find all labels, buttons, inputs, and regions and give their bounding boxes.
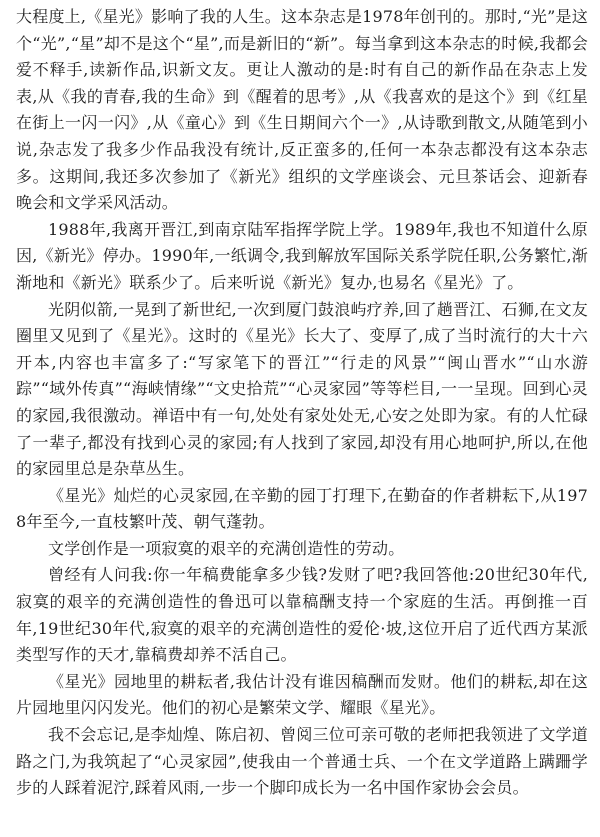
paragraph-6: 曾经有人问我:你一年稿费能拿多少钱?发财了吧?我回答他:20世纪30年代,寂寞的艰辛的充满创造性的鲁迅可以靠稿酬支持一个家庭的生活。再倒推一百年,19世纪30年代,寂寞的艰辛的充满创造性的爱伦·坡,这位开启了近代西方某派类型写作的天才,靠稿费却养不活自己。 — [16, 565, 588, 665]
paragraph-1: 大程度上,《星光》影响了我的人生。这本杂志是1978年创刊的。那时,“光”是这个“光”,“星”却不是这个“星”,而是新旧的“新”。每当拿到这本杂志的时候,我都会爱不释手,读新作品,识新文友。更让人激动的是:时有自己的新作品在杂志上发表,从《我的青春,我的生命》到《醒着的思考》,从《我喜欢的是这个》到《红星在街上一闪一闪》,从《童心》到《生日期间六个一》,从诗歌到散文,从随笔到小说,杂志发了我多少作品我没有统计,反正蛮多的,任何一本杂志都没有这本杂志多。这期间,我还多次参加了《新光》组织的文学座谈会、元旦茶话会、迎新春晚会和文学采风活动。 — [16, 7, 588, 213]
paragraph-2: 1988年,我离开晋江,到南京陆军指挥学院上学。1989年,我也不知道什么原因,《新光》停办。1990年,一纸调令,我到解放军国际关系学院任职,公务繁忙,渐渐地和《新光》联系少了。后来听说《新光》复办,也易名《星光》了。 — [16, 219, 588, 292]
paragraph-7: 《星光》园地里的耕耘者,我估计没有谁因稿酬而发财。他们的耕耘,却在这片园地里闪闪发光。他们的初心是繁荣文学、耀眼《星光》。 — [16, 671, 588, 718]
paragraph-5: 文学创作是一项寂寞的艰辛的充满创造性的劳动。 — [48, 538, 405, 558]
paragraph-8: 我不会忘记,是李灿煌、陈启初、曾阅三位可亲可敬的老师把我领进了文学道路之门,为我筑起了“心灵家园”,使我由一个普通士兵、一个在文学道路上蹒跚学步的人踩着泥泞,踩着风雨,一步一个脚印成长为一名中国作家协会会员。 — [16, 725, 588, 798]
paragraph-4: 《星光》灿烂的心灵家园,在辛勤的园丁打理下,在勤奋的作者耕耘下,从1978年至今,一直枝繁叶茂、朝气蓬勃。 — [16, 485, 588, 532]
paragraph-3: 光阴似箭,一晃到了新世纪,一次到厦门鼓浪屿疗养,回了趟晋江、石狮,在文友圈里又见到了《星光》。这时的《星光》长大了、变厚了,成了当时流行的大十六开本,内容也丰富多了:“写家笔下的晋江”“行走的风景”“闽山晋水”“山水游踪”“域外传真”“海峡情缘”“文史拾荒”“心灵家园”等等栏目,一一呈现。回到心灵的家园,我很激动。禅语中有一句,处处有家处处无,心安之处即为家。有的人忙碌了一辈子,都没有找到心灵的家园;有人找到了家园,却没有用心地呵护,所以,在他的家园里总是杂草丛生。 — [16, 299, 588, 479]
